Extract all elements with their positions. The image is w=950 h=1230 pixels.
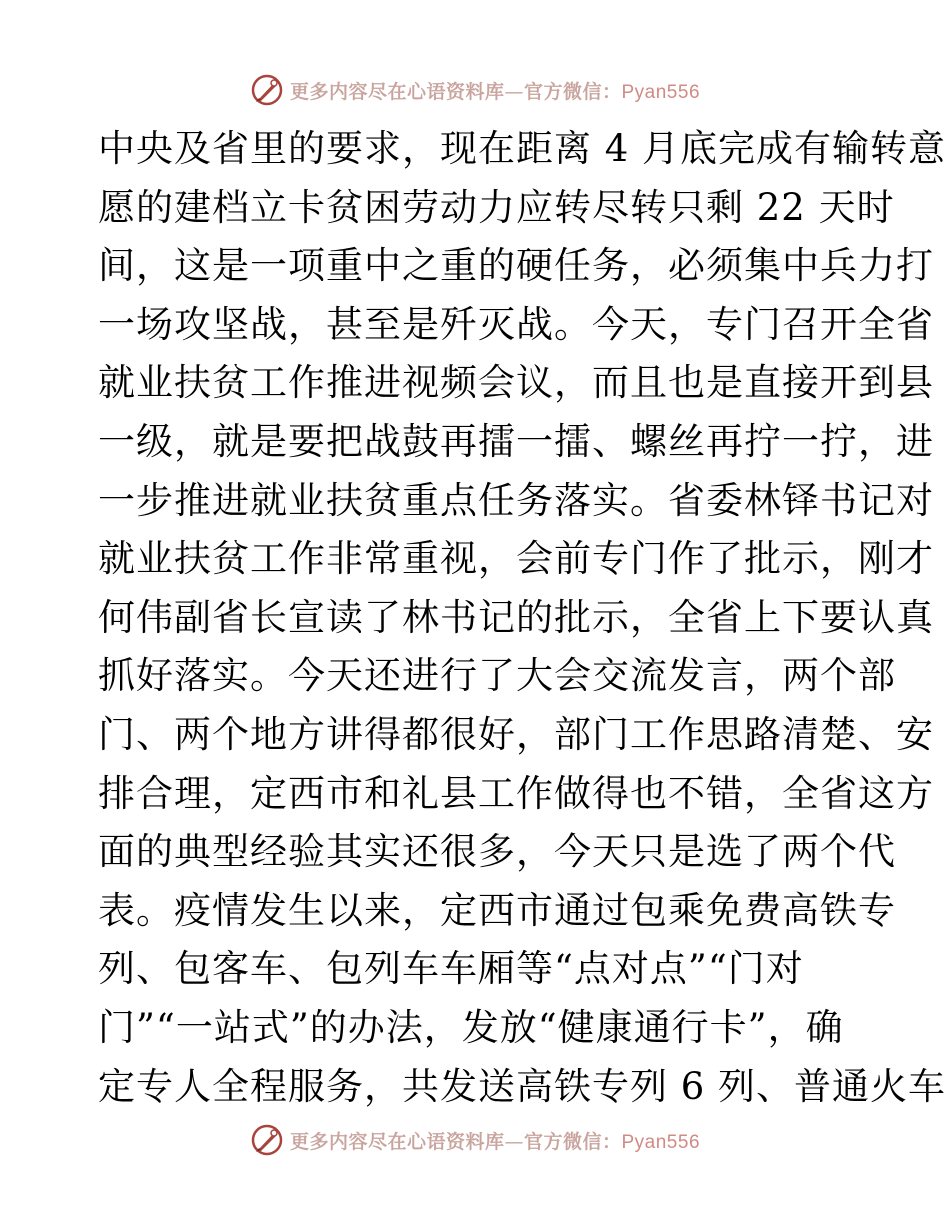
body-line: 一级，就是要把战鼓再擂一擂、螺丝再拧一拧，进: [98, 419, 934, 463]
banner-dash: —: [504, 80, 524, 103]
body-line: 面的典型经验其实还很多，今天只是选了两个代: [98, 830, 896, 874]
banner-prefix: 更多内容尽在心语资料库: [289, 1130, 505, 1153]
quill-pen-logo-icon: [250, 1123, 284, 1157]
quill-pen-logo-icon: [250, 73, 284, 107]
body-line: 愿的建档立卡贫困劳动力应转尽转只剩 22 天时: [98, 185, 895, 229]
banner-wechat-id: Pyan556: [621, 1131, 701, 1153]
header-banner: [0, 70, 950, 110]
banner-official-label: 官方微信：: [523, 1130, 622, 1153]
body-line: 就业扶贫工作非常重视，会前专门作了批示，刚才: [98, 537, 934, 581]
banner-official-label: 官方微信：: [523, 80, 622, 103]
body-line: 定专人全程服务，共发送高铁专列 6 列、普通火车: [98, 1064, 947, 1108]
body-line: 列、包客车、包列车车厢等“点对点”“门对: [98, 947, 804, 991]
banner-wechat-id: Pyan556: [621, 81, 701, 103]
body-line: 表。疫情发生以来，定西市通过包乘免费高铁专: [98, 888, 896, 932]
body-line: 就业扶贫工作推进视频会议，而且也是直接开到县: [98, 361, 934, 405]
body-line: 一步推进就业扶贫重点任务落实。省委林铎书记对: [98, 478, 934, 522]
banner-text: [290, 77, 700, 104]
banner-prefix: 更多内容尽在心语资料库: [289, 80, 505, 103]
body-line: 门、两个地方讲得都很好，部门工作思路清楚、安: [98, 712, 934, 756]
body-line: 中央及省里的要求，现在距离 4 月底完成有输转意: [98, 127, 947, 170]
footer-banner: [0, 1120, 950, 1160]
banner-dash: —: [504, 1130, 524, 1153]
body-line: 一场攻坚战，甚至是歼灭战。今天，专门召开全省: [98, 302, 934, 346]
body-line: 间，这是一项重中之重的硬任务，必须集中兵力打: [98, 244, 934, 288]
body-line: 何伟副省长宣读了林书记的批示，全省上下要认真: [98, 595, 934, 639]
body-line: 抓好落实。今天还进行了大会交流发言，两个部: [98, 654, 896, 698]
body-line: 门”“一站式”的办法，发放“健康通行卡”，确: [98, 1005, 844, 1049]
body-line: 排合理，定西市和礼县工作做得也不错，全省这方: [98, 771, 934, 815]
banner-text: [290, 1127, 700, 1154]
document-body: [98, 120, 947, 1116]
